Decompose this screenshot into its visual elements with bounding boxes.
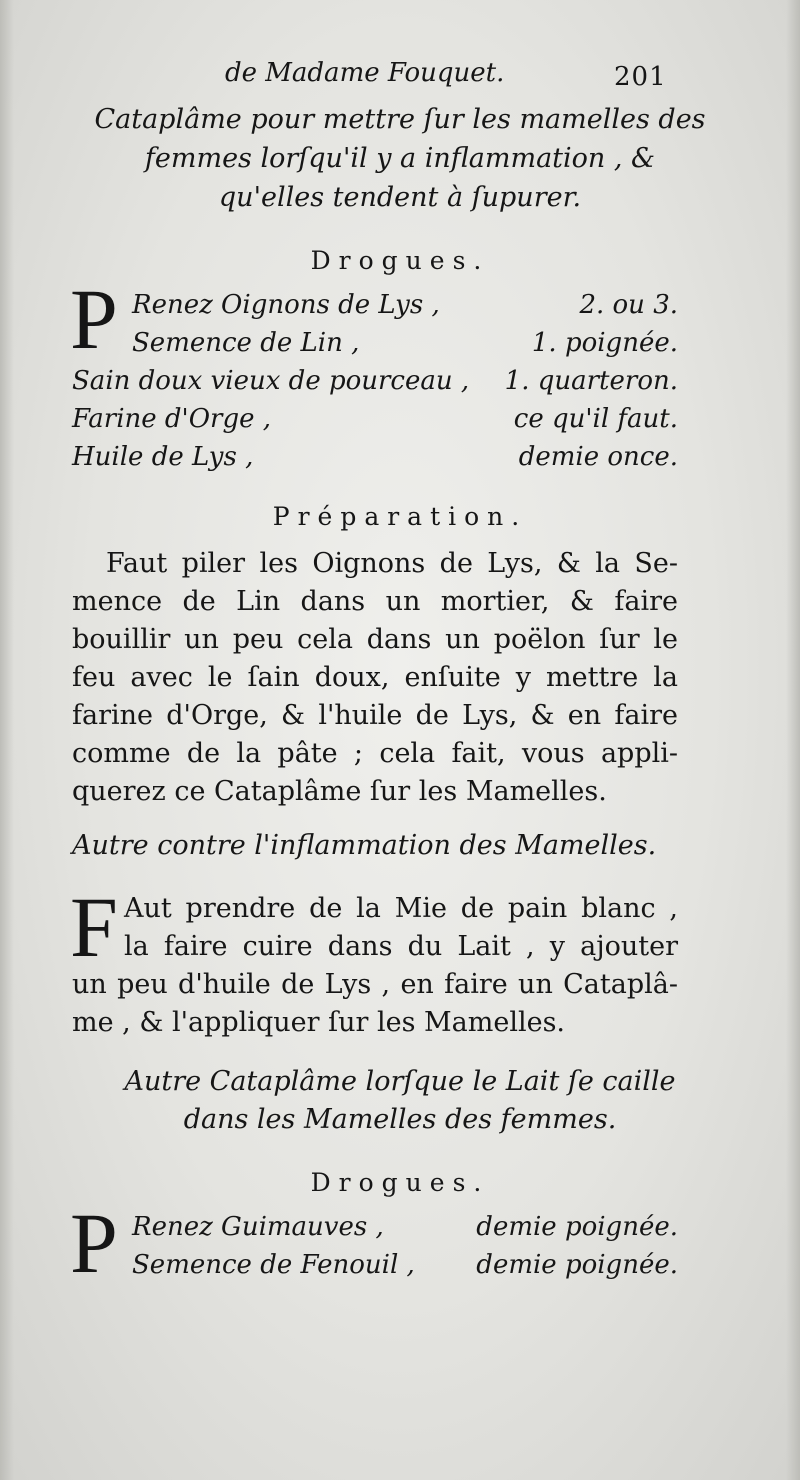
recipe1-title-line: femmes lorſqu'il y a inflammation , & bbox=[144, 143, 656, 174]
drop-cap: P bbox=[70, 1195, 118, 1291]
paragraph-line: mence de Lin dans un mortier, & faire bbox=[72, 586, 678, 617]
ingredient-row bbox=[72, 1212, 678, 1242]
ingredient-name: Semence de Lin , bbox=[132, 328, 360, 358]
ingredient-quantity: 1. quarteron. bbox=[504, 366, 678, 396]
ingredient-quantity: 2. ou 3. bbox=[579, 290, 678, 320]
recipe1-title-line: qu'elles tendent à ſupurer. bbox=[218, 182, 582, 213]
page-number: 201 bbox=[614, 62, 667, 92]
recipe2-paragraph bbox=[72, 890, 678, 1042]
drugs-heading: Drogues. bbox=[310, 246, 490, 275]
ingredient-row bbox=[72, 366, 678, 396]
ingredient-name: Farine d'Orge , bbox=[72, 404, 272, 434]
paragraph-line: feu avec le ſain doux, enſuite y mettre la bbox=[72, 662, 678, 693]
drop-cap: P bbox=[70, 271, 118, 367]
ingredient-quantity: ce qu'il faut. bbox=[513, 404, 678, 434]
ingredient-row bbox=[72, 328, 678, 358]
ingredient-row bbox=[72, 290, 678, 320]
ingredient-row bbox=[72, 442, 678, 472]
drugs-heading: Drogues. bbox=[310, 1168, 490, 1197]
paragraph-line: farine d'Orge, & l'huile de Lys, & en faire bbox=[72, 700, 678, 731]
ingredient-name: Renez Oignons de Lys , bbox=[132, 290, 440, 320]
running-title: de Madame Fouquet. bbox=[225, 58, 505, 88]
ingredient-row bbox=[72, 404, 678, 434]
paragraph-line: un peu d'huile de Lys , en faire un Cataplâ- bbox=[72, 969, 678, 1000]
recipe1-title-line: Cataplâme pour mettre ſur les mamelles des bbox=[94, 104, 706, 135]
ingredient-name: Huile de Lys , bbox=[72, 442, 254, 472]
paragraph-line: bouillir un peu cela dans un poëlon ſur le bbox=[72, 624, 678, 655]
ingredient-name: Renez Guimauves , bbox=[132, 1212, 384, 1242]
page-shadow-right bbox=[786, 0, 800, 1480]
paragraph-line: querez ce Cataplâme ſur les Mamelles. bbox=[72, 776, 607, 807]
paragraph-line: me , & l'appliquer ſur les Mamelles. bbox=[72, 1007, 566, 1038]
ingredient-row bbox=[72, 1250, 678, 1280]
paragraph-line: Faut piler les Oignons de Lys, & la Se- bbox=[106, 548, 678, 579]
preparation-paragraph bbox=[72, 545, 678, 811]
ingredient-name: Semence de Fenouil , bbox=[132, 1250, 415, 1280]
ingredient-quantity: demie once. bbox=[518, 442, 678, 472]
recipe3-title-line: Autre Cataplâme lorſque le Lait ſe caille bbox=[124, 1066, 676, 1097]
paragraph-line: la faire cuire dans du Lait , y ajouter bbox=[124, 931, 678, 962]
page-shadow-left bbox=[0, 0, 14, 1480]
recipe3-title-line: dans les Mamelles des femmes. bbox=[183, 1104, 617, 1135]
ingredient-quantity: demie poignée. bbox=[476, 1250, 678, 1280]
recipe2-title: Autre contre l'inflammation des Mamelles. bbox=[72, 830, 657, 861]
preparation-heading: Préparation. bbox=[272, 502, 528, 531]
ingredient-quantity: demie poignée. bbox=[476, 1212, 678, 1242]
drop-cap: F bbox=[70, 879, 118, 975]
ingredient-name: Sain doux vieux de pourceau , bbox=[72, 366, 470, 396]
paragraph-line: Aut prendre de la Mie de pain blanc , bbox=[124, 893, 678, 924]
ingredient-quantity: 1. poignée. bbox=[531, 328, 678, 358]
paragraph-line: comme de la pâte ; cela fait, vous appli- bbox=[72, 738, 678, 769]
